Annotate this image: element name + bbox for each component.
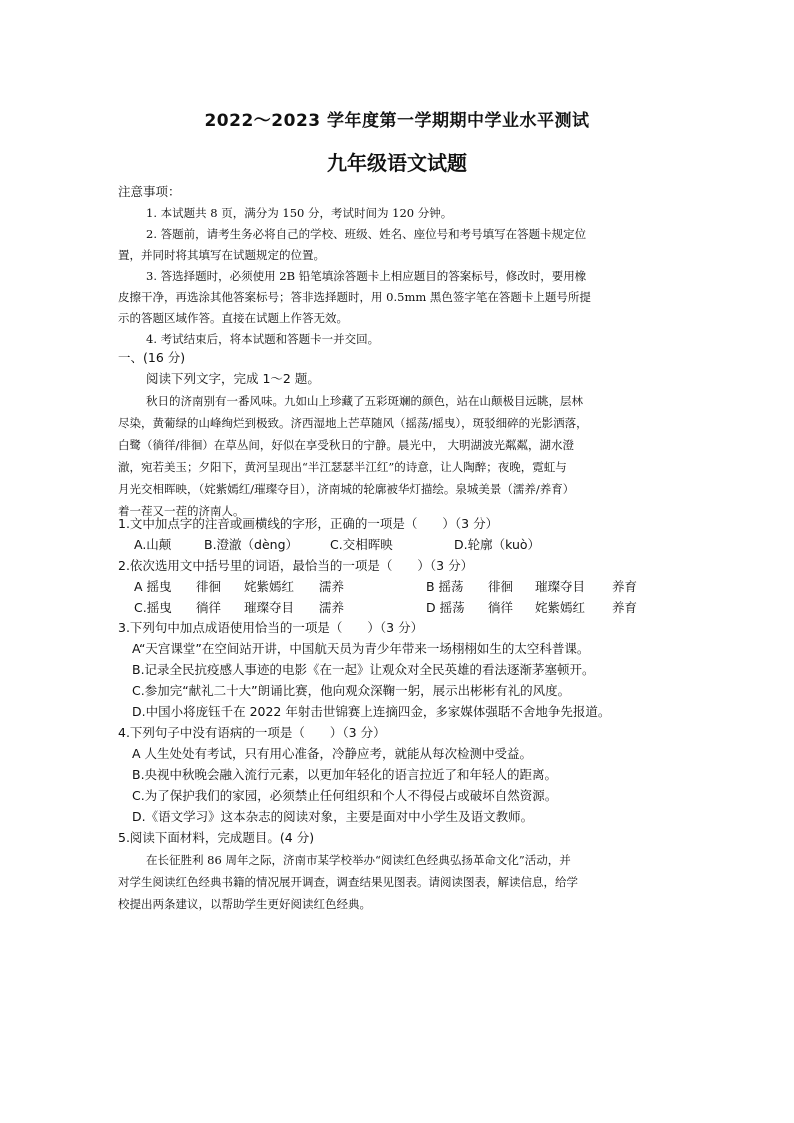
q2-b-word: 徘徊 <box>488 579 514 594</box>
exam-title: 2022～2023 学年度第一学期期中学业水平测试 <box>204 111 590 131</box>
passage-line: 着一茬又一茬的济南人。 <box>118 504 245 518</box>
q2-d-word: D 摇荡 <box>426 600 465 615</box>
notes-heading: 注意事项： <box>118 184 181 199</box>
passage-line: 月光交相晖映，（姹紫嫣红/璀璨夺目），济南城的轮廓被华灯描绘。泉城美景（濡养/养育） <box>118 482 575 496</box>
notes-line: 2. 答题前，请考生务必将自己的学校、班级、姓名、座位号和考号填写在答题卡规定位 <box>146 227 587 241</box>
q3-option-b: B.记录全民抗疫感人事迹的电影《在一起》让观众对全民英雄的看法逐渐茅塞顿开。 <box>132 662 595 677</box>
q2-b-word: 璀璨夺目 <box>535 579 586 594</box>
q4-option-c: C.为了保护我们的家园，必须禁止任何组织和个人不得侵占或破坏自然资源。 <box>132 788 558 803</box>
q2-a-word: A 摇曳 <box>134 579 172 594</box>
q1-option-a: A.山颠 <box>134 537 172 552</box>
q5-stem: 5.阅读下面材料，完成题目。(4 分) <box>118 830 315 845</box>
passage-line: 秋日的济南别有一番风味。九如山上珍藏了五彩斑斓的颜色，站在山颠极目远眺，层林 <box>146 394 583 408</box>
passage-line: 白鹭（徜徉/徘徊）在草丛间，好似在享受秋日的宁静。晨光中， 大明湖波光粼粼，湖水澄 <box>118 438 575 452</box>
q2-b-word: 养育 <box>612 579 638 594</box>
q3-option-d: D.中国小将庞钰千在 2022 年射击世锦赛上连摘四金，多家媒体强聒不舍地争先报道。 <box>132 704 611 719</box>
exam-subtitle: 九年级语文试题 <box>327 151 467 175</box>
q1-option-d: D.轮廓（kuò） <box>454 537 541 552</box>
q1-option-b: B.澄澈（dèng） <box>204 537 299 552</box>
section1-instruction: 阅读下列文字，完成 1～2 题。 <box>146 371 320 386</box>
notes-line: 皮擦干净，再选涂其他答案标号；答非选择题时，用 0.5mm 黑色签字笔在答题卡上题号所提 <box>118 290 591 304</box>
q3-option-a: A“天宫课堂”在空间站开讲，中国航天员为青少年带来一场栩栩如生的太空科普课。 <box>132 641 590 656</box>
q5-line: 校提出两条建议，以帮助学生更好阅读红色经典。 <box>118 897 371 911</box>
q2-d-word: 徜徉 <box>488 600 514 615</box>
q2-a-word: 姹紫嫣红 <box>244 579 295 594</box>
q2-d-word: 姹紫嫣红 <box>535 600 586 615</box>
q1-option-c: C.交相晖映 <box>330 537 393 552</box>
q1-stem: 1.文中加点字的注音或画横线的字形，正确的一项是（ ）（3 分） <box>118 516 499 531</box>
notes-line: 示的答题区域作答。直接在试题上作答无效。 <box>118 311 348 325</box>
q2-c-word: 濡养 <box>319 600 345 615</box>
q4-option-a: A 人生处处有考试，只有用心准备，冷静应考，就能从每次检测中受益。 <box>132 746 533 761</box>
q2-stem: 2.依次选用文中括号里的词语，最恰当的一项是（ ）（3 分） <box>118 558 474 573</box>
section1-heading: 一、(16 分) <box>118 350 186 365</box>
q2-d-word: 养育 <box>612 600 638 615</box>
q4-option-b: B.央视中秋晚会融入流行元素，以更加年轻化的语言拉近了和年轻人的距离。 <box>132 767 558 782</box>
notes-line: 3. 答选择题时，必须使用 2B 铅笔填涂答题卡上相应题目的答案标号，修改时，要用橡 <box>146 269 587 283</box>
passage-line: 澈，宛若美玉；夕阳下，黄河呈现出“半江瑟瑟半江红”的诗意，让人陶醉；夜晚，霓虹与 <box>118 460 567 474</box>
q2-a-word: 濡养 <box>319 579 345 594</box>
q2-c-word: C.摇曳 <box>134 600 172 615</box>
passage-line: 尽染，黄葡绿的山峰绚烂到极致。济西湿地上芒草随风（摇荡/摇曳），斑驳细碎的光影洒落， <box>118 416 588 430</box>
q4-stem: 4.下列句子中没有语病的一项是（ ）（3 分） <box>118 725 386 740</box>
notes-line: 置，并同时将其填写在试题规定的位置。 <box>118 248 325 262</box>
q3-option-c: C.参加完“献礼二十大”朗诵比赛，他向观众深鞠一躬，展示出彬彬有礼的风度。 <box>132 683 571 698</box>
q5-line: 在长征胜利 86 周年之际，济南市某学校举办“阅读红色经典弘扬革命文化”活动，并 <box>146 853 571 867</box>
notes-line: 1. 本试题共 8 页，满分为 150 分，考试时间为 120 分钟。 <box>146 206 453 220</box>
notes-line: 4. 考试结束后，将本试题和答题卡一并交回。 <box>146 332 380 346</box>
q2-b-word: B 摇荡 <box>426 579 464 594</box>
q2-c-word: 璀璨夺目 <box>244 600 295 615</box>
q2-c-word: 徜徉 <box>196 600 222 615</box>
q3-stem: 3.下列句中加点成语使用恰当的一项是（ ）（3 分） <box>118 620 424 635</box>
q2-a-word: 徘徊 <box>196 579 222 594</box>
q5-line: 对学生阅读红色经典书籍的情况展开调查，调查结果见图表。请阅读图表，解读信息，给学 <box>118 875 578 889</box>
q4-option-d: D.《语文学习》这本杂志的阅读对象，主要是面对中小学生及语文教师。 <box>132 809 534 824</box>
